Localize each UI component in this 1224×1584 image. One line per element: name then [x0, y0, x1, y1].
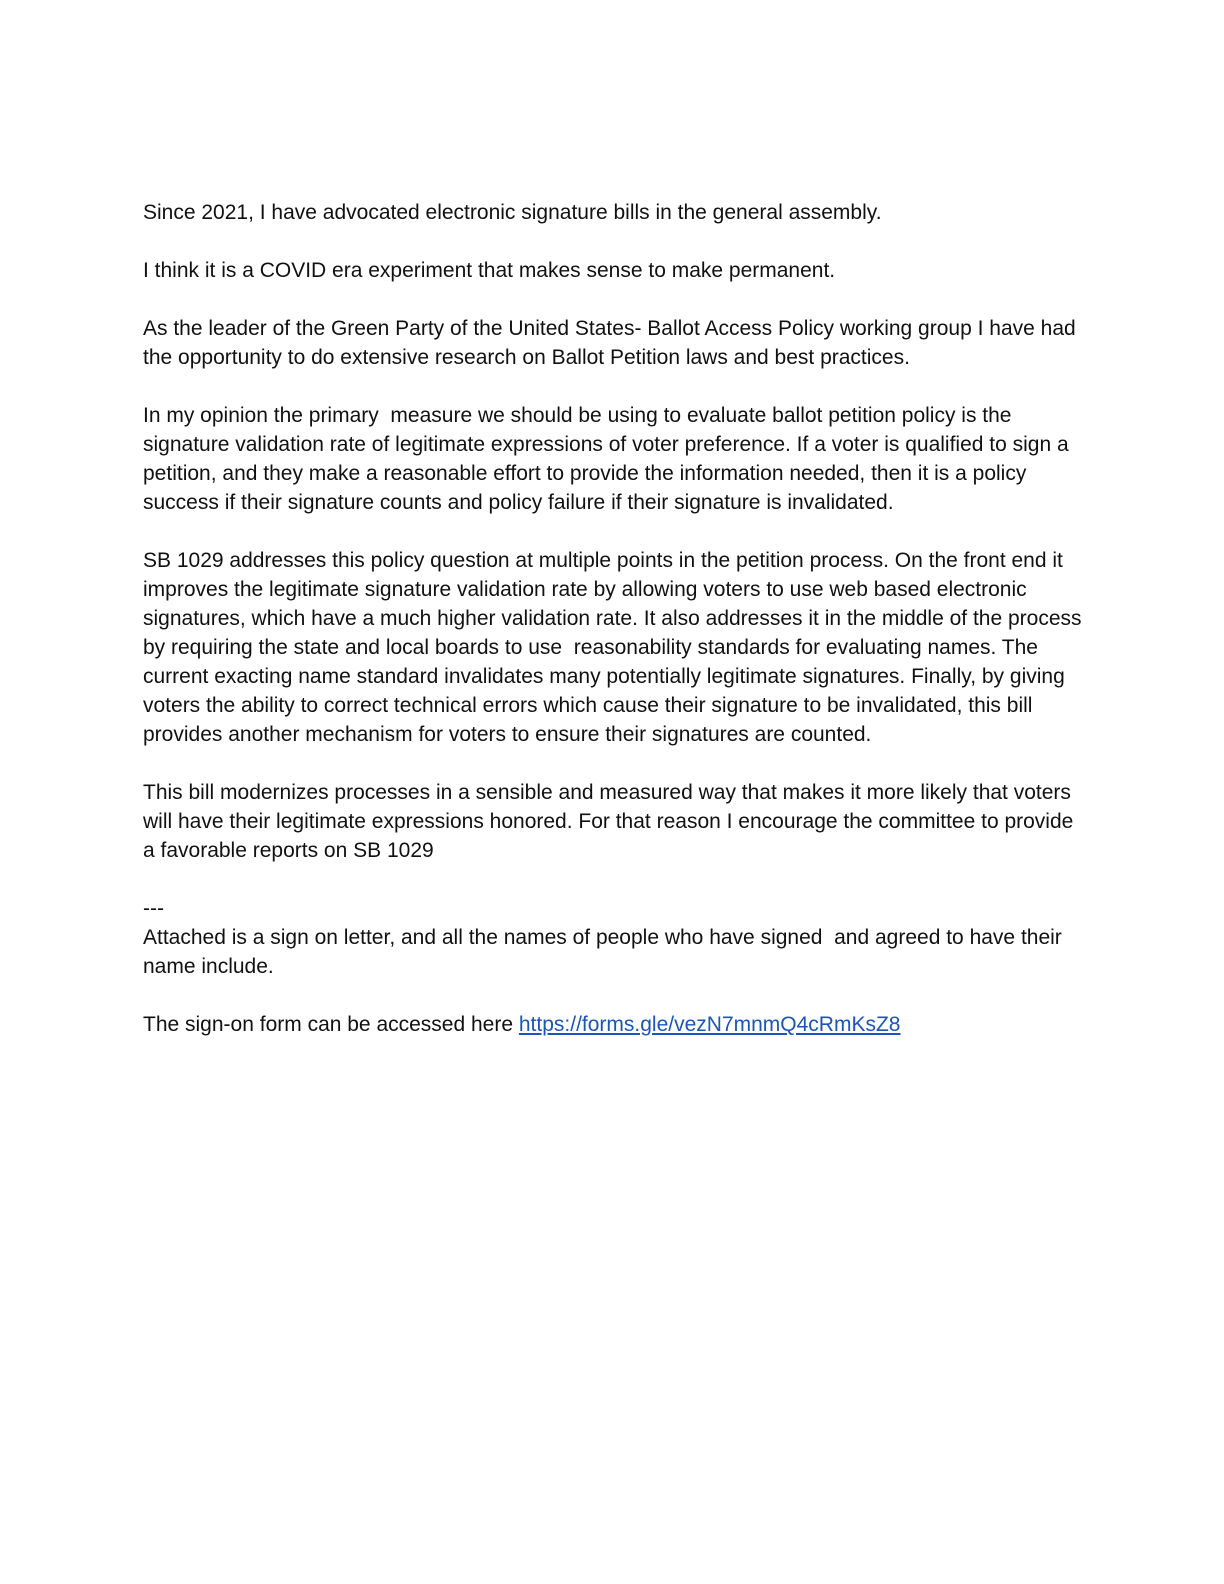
- paragraph-intro: Since 2021, I have advocated electronic signature bills in the general assembly.: [143, 201, 882, 224]
- paragraph-covid: I think it is a COVID era experiment that makes sense to make permanent.: [143, 259, 836, 282]
- separator: ---: [143, 897, 164, 920]
- paragraph-sign-on: [143, 1010, 1083, 1039]
- paragraph-leader: As the leader of the Green Party of the United States- Ballot Access Policy working group I have had the opportunity to do extensive research on Ballot Petition laws and best practices.: [143, 317, 1082, 369]
- paragraph-attached: Attached is a sign on letter, and all the names of people who have signed and agreed to have their name include.: [143, 926, 1068, 978]
- paragraph-conclusion: This bill modernizes processes in a sensible and measured way that makes it more likely that voters will have their legitimate expressions honored. For that reason I encourage the committee to provide a favorable reports on SB 1029: [143, 781, 1080, 862]
- sign-on-text: The sign-on form can be accessed here: [143, 1013, 519, 1036]
- letter-body: [143, 198, 1088, 1068]
- sign-on-form-link[interactable]: https://forms.gle/vezN7mnmQ4cRmKsZ8: [518, 1013, 901, 1036]
- paragraph-sb1029: SB 1029 addresses this policy question at multiple points in the petition process. On the front end it improves the legitimate signature validation rate by allowing voters to use web based electronic signatures, which have a much higher validation rate. It also addresses it in the middle of the process by requiring the state and local boards to use reasonability standards for evaluating names. The current exacting name standard invalidates many potentially legitimate signatures. Finally, by giving voters the ability to correct technical errors which cause their signature to be invalidated, this bill provides another mechanism for voters to ensure their signatures are counted.: [143, 549, 1088, 746]
- paragraph-opinion: In my opinion the primary measure we should be using to evaluate ballot petition policy is the signature validation rate of legitimate expressions of voter preference. If a voter is qualified to sign a petition, and they make a reasonable effort to provide the information needed, then it is a policy success if their signature counts and policy failure if their signature is invalidated.: [143, 404, 1075, 514]
